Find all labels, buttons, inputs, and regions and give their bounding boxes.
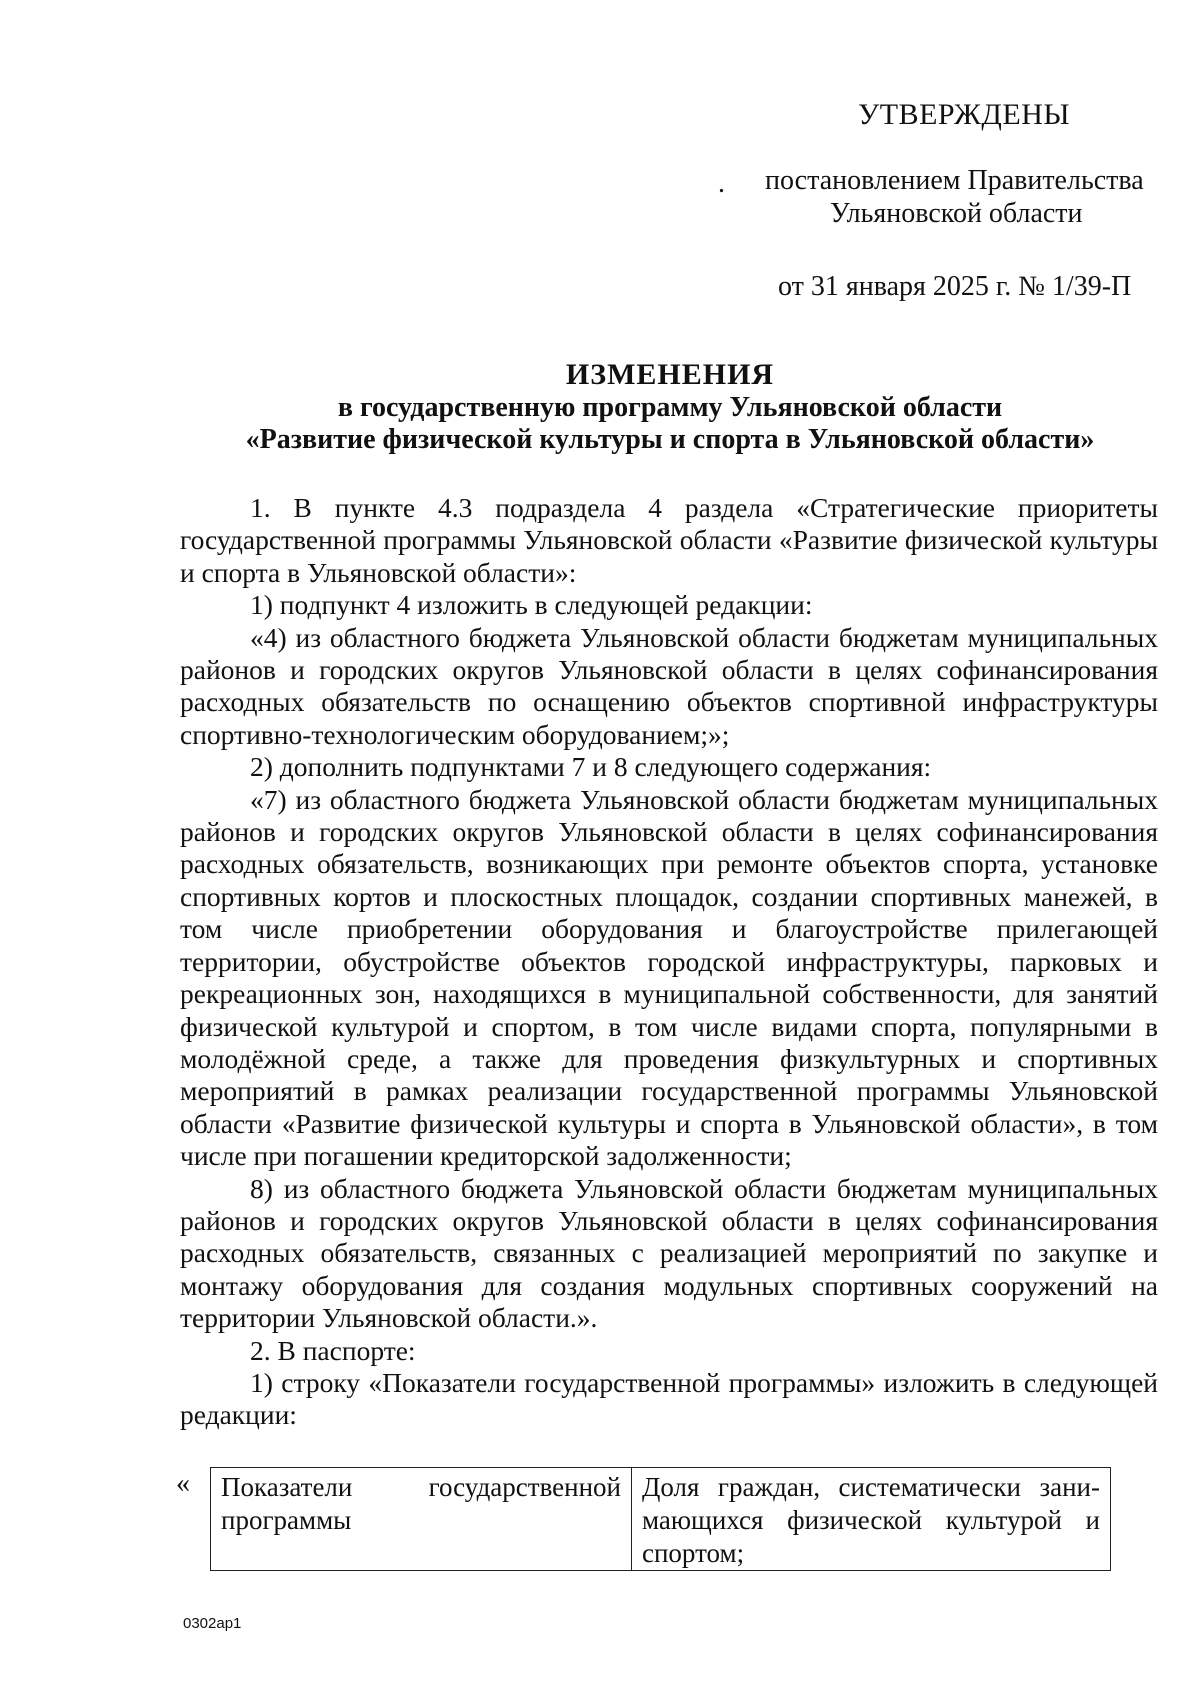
paragraph-1: 1. В пункте 4.3 подраздела 4 раздела «Стратегические приоритеты государственной программы Ульяновской области «Развитие физической культуры и спорта в Ульяновской области»: — [180, 492, 1158, 588]
document-code: 0302ap1 — [183, 1615, 242, 1632]
stray-mark: . — [718, 168, 725, 199]
paragraph-4: 2) дополнить подпунктами 7 и 8 следующего содержания: — [250, 751, 932, 783]
document-subtitle-1: в государственную программу Ульяновской области — [337, 392, 1003, 423]
passport-table — [210, 1467, 1111, 1571]
paragraph-3: «4) из областного бюджета Ульяновской области бюджетам муниципальных районов и городских округов Ульяновской области в целях софинансирования расходных обязательств по оснащению объектов спортивной инфраструктуры спортивно-технологическим оборудованием;»; — [180, 621, 1158, 750]
document-body — [180, 492, 1158, 1432]
table-open-quote: « — [176, 1468, 190, 1499]
paragraph-7: 2. В паспорте: — [250, 1334, 416, 1366]
cell-value-line-2: мающихся физической культурой и — [642, 1505, 1100, 1535]
table-row — [211, 1468, 1111, 1571]
paragraph-2: 1) подпункт 4 изложить в следующей редакции: — [250, 589, 813, 621]
document-subtitle-2: «Развитие физической культуры и спорта в Ульяновской области» — [245, 424, 1095, 455]
decree-line-2: Ульяновской области — [830, 198, 1083, 229]
table-cell-label — [211, 1468, 632, 1571]
decree-date-number: от 31 января 2025 г. № 1/39-П — [778, 271, 1132, 302]
cell-value-line-3: спортом; — [642, 1538, 745, 1568]
cell-label-line-2: программы — [221, 1505, 352, 1535]
cell-value-line-1: Доля граждан, систематически зани- — [642, 1472, 1100, 1502]
paragraph-5: «7) из областного бюджета Ульяновской области бюджетам муниципальных районов и городских округов Ульяновской области в целях софинансирования расходных обязательств, возникающих при ремонте объектов спорта, установке спортивных кортов и плоскостных площадок, создании спортивных манежей, в том числе приобретении оборудования и благоустройстве прилегающей территории, обустройстве объектов городской инфраструктуры, парковых и рекреационных зон, находящихся в муниципальной собственности, для занятий физической культурой и спортом, в том числе видами спорта, популярными в молодёжной среде, а также для проведения физкультурных и спортивных мероприятий в рамках реализации государственной программы Ульяновской области «Развитие физической культуры и спорта в Ульяновской области», в том числе при погашении кредиторской задолженности; — [180, 783, 1158, 1172]
cell-label-line-1: Показатели государственной — [221, 1472, 621, 1502]
approved-stamp-text: УТВЕРЖДЕНЫ — [858, 98, 1071, 131]
table-cell-value — [632, 1468, 1111, 1571]
document-title: ИЗМЕНЕНИЯ — [565, 358, 775, 391]
decree-line-1: постановлением Правительства — [765, 165, 1144, 196]
paragraph-6: 8) из областного бюджета Ульяновской области бюджетам муниципальных районов и городских округов Ульяновской области в целях софинансирования расходных обязательств, связанных с реализацией мероприятий по закупке и монтажу оборудования для создания модульных спортивных сооружений на территории Ульяновской области.». — [180, 1172, 1158, 1334]
paragraph-8: 1) строку «Показатели государственной программы» изложить в следующей редакции: — [180, 1366, 1158, 1431]
